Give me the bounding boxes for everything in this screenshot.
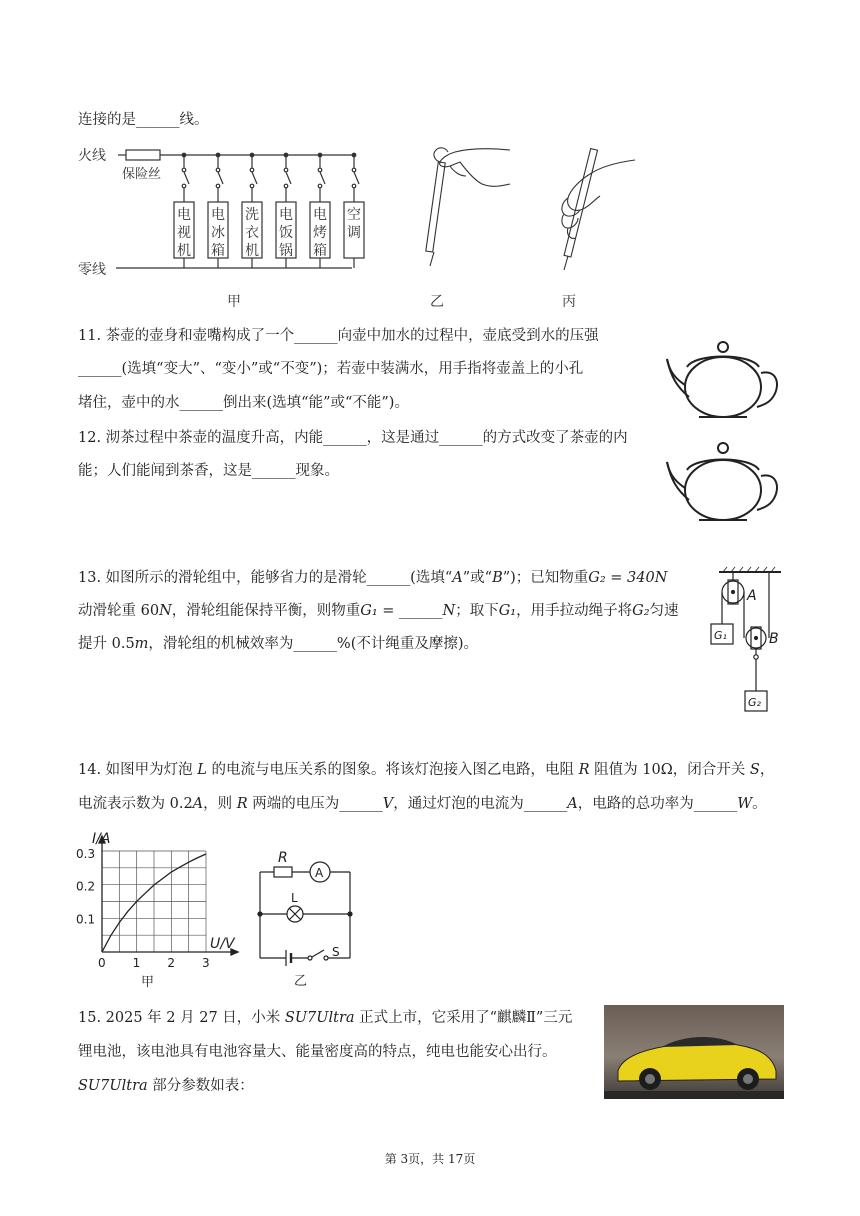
appliance-label-char: 电 bbox=[211, 207, 225, 223]
figure-caption-yi: 乙 bbox=[430, 294, 444, 310]
appliance-label-char: 箱 bbox=[313, 243, 327, 259]
lamp-l-label: L bbox=[291, 891, 298, 905]
appliance-label-char: 电 bbox=[279, 207, 293, 223]
figure-caption-bing: 丙 bbox=[562, 294, 576, 310]
weight-g1-label: G₁ bbox=[714, 629, 727, 642]
appliance-label-char: 机 bbox=[245, 243, 259, 259]
live-wire-label: 火线 bbox=[78, 148, 106, 164]
fuse-label: 保险丝 bbox=[122, 167, 162, 182]
q14-line-2: 电流表示数为 0.2A，则 R 两端的电压为______V，通过灯泡的电流为______A，电路的总功率为______W。 bbox=[78, 796, 767, 812]
switch-s-label: S bbox=[332, 945, 340, 959]
q15-line-1: 15. 2025 年 2 月 27 日，小米 SU7Ultra 正式上市，它采用了“麒麟Ⅱ”三元 bbox=[78, 1010, 573, 1026]
x-axis-label: U/V bbox=[210, 936, 235, 952]
appliance-label-char: 饭 bbox=[279, 225, 293, 241]
test-pen-figure-bing bbox=[540, 140, 650, 310]
q12-line-2: 能；人们能闻到茶香，这是______现象。 bbox=[78, 463, 339, 479]
y-tick-label: 0.2 bbox=[76, 879, 96, 894]
appliance-label-char: 视 bbox=[177, 225, 191, 241]
q12-line-1: 12. 沏茶过程中茶壶的温度升高，内能______，这是通过______的方式改变了茶壶的内 bbox=[78, 430, 628, 446]
household-circuit-figure bbox=[76, 140, 376, 310]
series-parallel-circuit-figure bbox=[250, 848, 360, 990]
appliance-label-char: 空 bbox=[347, 207, 361, 223]
resistor-r-label: R bbox=[278, 850, 288, 866]
teapot-image-1 bbox=[665, 325, 785, 425]
q15-line-3: SU7Ultra 部分参数如表： bbox=[78, 1078, 254, 1094]
x-tick-label: 2 bbox=[167, 956, 175, 970]
appliance-label-char: 衣 bbox=[245, 225, 259, 241]
q11-line-2: ______(选填“变大”、“变小”或“不变”)；若壶中装满水，用手指将壶盖上的小孔 bbox=[78, 361, 584, 377]
pulley-b-label: B bbox=[769, 631, 779, 647]
circuit-caption-yi: 乙 bbox=[294, 974, 308, 989]
q15-line-2: 锂电池，该电池具有电池容量大、能量密度高的特点，纯电也能安心出行。 bbox=[78, 1044, 557, 1060]
appliance-label-char: 机 bbox=[177, 243, 191, 259]
xiaomi-su7-ultra-car-photo bbox=[604, 1005, 784, 1099]
q13-line-1: 13. 如图所示的滑轮组中，能够省力的是滑轮______(选填“A”或“B”)；已知物重G₂ = 340N bbox=[78, 570, 668, 586]
weight-g2-label: G₂ bbox=[748, 696, 761, 709]
ammeter-a-label: A bbox=[315, 866, 324, 880]
y-axis-label: I/A bbox=[92, 831, 111, 847]
appliance-label-char: 电 bbox=[177, 207, 191, 223]
q10-tail: 连接的是______线。 bbox=[78, 112, 209, 128]
x-tick-label: 0 bbox=[98, 956, 106, 970]
y-tick-label: 0.1 bbox=[76, 912, 96, 927]
neutral-wire-label: 零线 bbox=[78, 262, 106, 278]
appliance-label-char: 电 bbox=[313, 207, 327, 223]
appliance-label-char: 箱 bbox=[211, 243, 225, 259]
appliance-label-char: 调 bbox=[347, 225, 361, 241]
current-voltage-chart bbox=[74, 826, 244, 988]
appliance-label-char: 冰 bbox=[211, 225, 225, 241]
test-pen-figure-yi bbox=[410, 140, 520, 310]
q11-line-1: 11. 茶壶的壶身和壶嘴构成了一个______向壶中加水的过程中，壶底受到水的压强 bbox=[78, 328, 599, 344]
appliance-label-char: 烤 bbox=[313, 225, 327, 241]
figure-caption-jia: 甲 bbox=[227, 294, 241, 310]
q11-line-3: 堵住，壶中的水______倒出来(选填“能”或“不能”)。 bbox=[78, 395, 409, 411]
appliance-label-char: 锅 bbox=[279, 243, 293, 259]
appliance-label-char: 洗 bbox=[245, 207, 259, 223]
x-tick-label: 1 bbox=[132, 956, 141, 970]
page-footer: 第 3页，共 17页 bbox=[384, 1152, 476, 1166]
pulley-system-figure bbox=[705, 566, 785, 720]
q14-line-1: 14. 如图甲为灯泡 L 的电流与电压关系的图象。将该灯泡接入图乙电路，电阻 R 阻值为 10Ω，闭合开关 S， bbox=[78, 762, 775, 778]
q13-line-2: 动滑轮重 60N，滑轮组能保持平衡，则物重G₁ = ______N；取下G₁，用手拉动绳子将G₂匀速 bbox=[78, 603, 679, 619]
q13-line-3: 提升 0.5m，滑轮组的机械效率为______%(不计绳重及摩擦)。 bbox=[78, 636, 479, 652]
y-tick-label: 0.3 bbox=[76, 847, 96, 861]
teapot-image-2 bbox=[665, 428, 785, 528]
x-tick-label: 3 bbox=[202, 956, 210, 970]
chart-caption-jia: 甲 bbox=[141, 975, 155, 988]
pulley-a-label: A bbox=[747, 588, 757, 604]
